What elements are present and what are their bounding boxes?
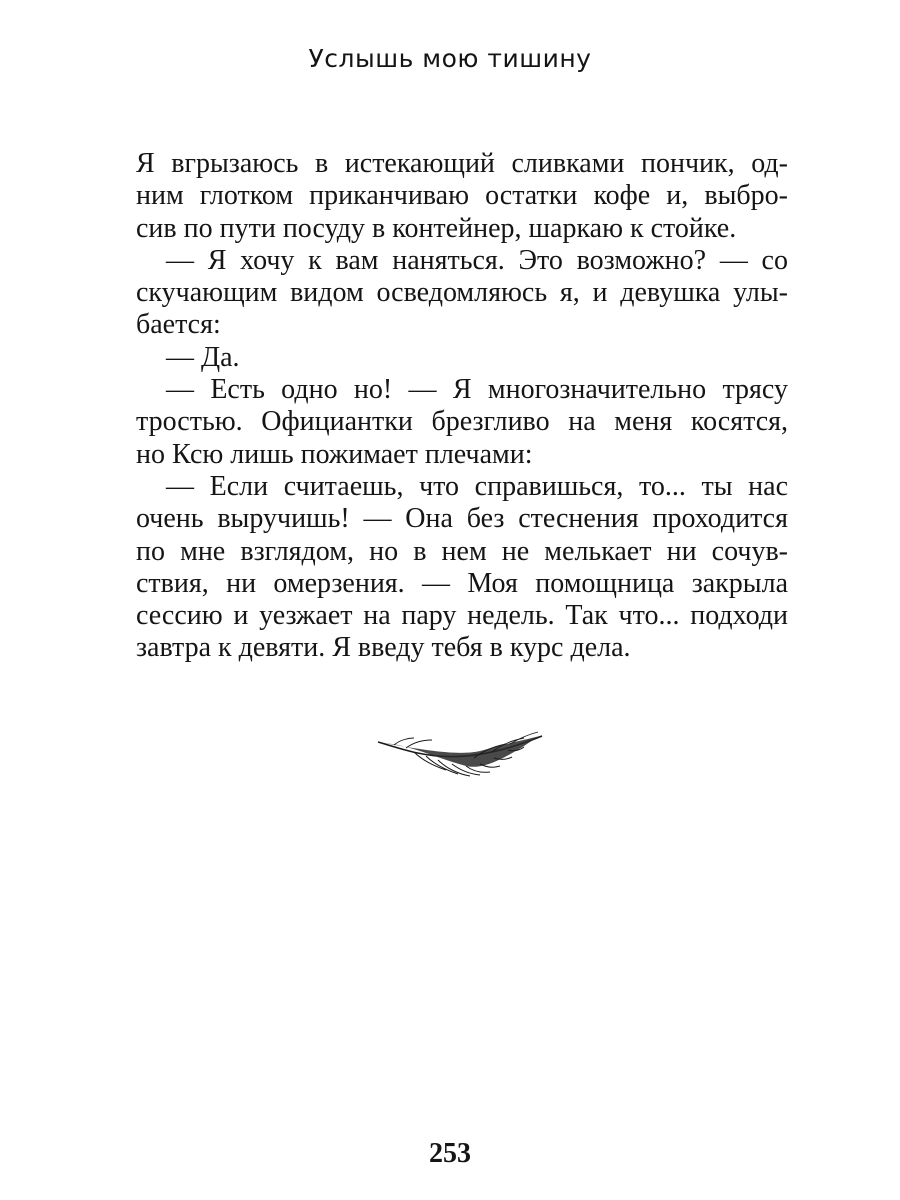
text-line: очень выручишь! — Она без стеснения проходится bbox=[136, 503, 788, 535]
body-text bbox=[136, 148, 788, 665]
page-number: 253 bbox=[429, 1138, 471, 1169]
text-line: завтра к девяти. Я введу тебя в курс дела. bbox=[136, 632, 631, 664]
text-line: по мне взглядом, но в нем не мелькает ни сочув- bbox=[136, 535, 788, 567]
text-line: тростью. Официантки брезгливо на меня косятся, bbox=[136, 406, 788, 438]
text-line: сессию и уезжает на пару недель. Так что... подходи bbox=[136, 600, 788, 632]
text-line: сив по пути посуду в контейнер, шаркаю к стойке. bbox=[136, 212, 737, 244]
running-title: Услышь мою тишину bbox=[308, 44, 592, 73]
text-line: бается: bbox=[136, 309, 221, 341]
text-line: но Ксю лишь пожимает плечами: bbox=[136, 438, 533, 470]
text-line: — Есть одно но! — Я многозначительно трясу bbox=[166, 374, 788, 406]
text-line: ствия, ни омерзения. — Моя помощница закрыла bbox=[136, 567, 788, 599]
text-line: — Я хочу к вам наняться. Это возможно? — со bbox=[166, 244, 788, 276]
text-line: Я вгрызаюсь в истекающий сливками пончик, од- bbox=[136, 148, 788, 179]
text-line: — Да. bbox=[166, 341, 240, 373]
text-line: ним глотком приканчиваю остатки кофе и, выбро- bbox=[136, 180, 788, 212]
text-line: — Если считаешь, что справишься, то... ты нас bbox=[166, 470, 788, 502]
text-line: скучающим видом осведомляюсь я, и девушка улы- bbox=[136, 277, 788, 309]
feather-icon bbox=[374, 728, 544, 780]
